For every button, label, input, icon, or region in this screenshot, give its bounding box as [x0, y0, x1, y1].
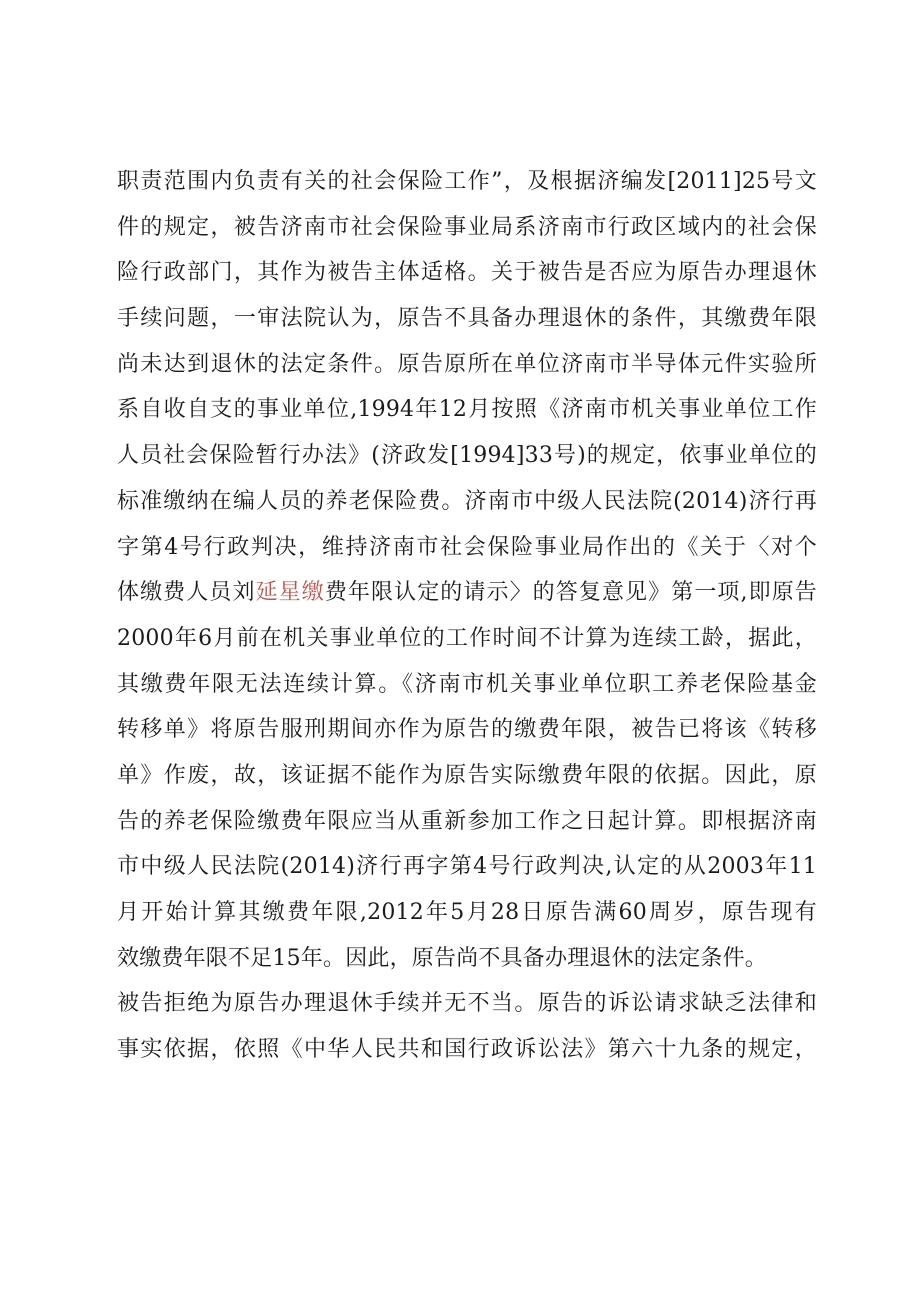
text-line-3: 险行政部门，其作为被告主体适格。关于被告是否应为原告办理退休 — [117, 260, 817, 286]
text-line-15: 告的养老保险缴费年限应当从重新参加工作之日起计算。即根据济南 — [117, 808, 817, 834]
text-line-9: 字第4号行政判决，维持济南市社会保险事业局作出的《关于〈对个 — [117, 534, 817, 560]
text-line-7: 人员社会保险暂行办法》(济政发[1994]33号)的规定，依事业单位的 — [117, 443, 817, 469]
text-line-18: 效缴费年限不足15年。因此，原告尚不具备办理退休的法定条件。 — [117, 945, 767, 971]
text-line-14: 单》作废，故，该证据不能作为原告实际缴费年限的依据。因此，原 — [117, 762, 817, 788]
text-line-11: 2000年6月前在机关事业单位的工作时间不计算为连续工龄，据此， — [117, 625, 817, 651]
text-line-10-before: 体缴费人员刘 — [117, 580, 256, 606]
text-line-19: 被告拒绝为原告办理退休手续并无不当。原告的诉讼请求缺乏法律和 — [117, 991, 817, 1017]
text-line-2: 件的规定，被告济南市社会保险事业局系济南市行政区域内的社会保 — [117, 214, 817, 240]
text-line-16: 市中级人民法院(2014)济行再字第4号行政判决,认定的从2003年11 — [117, 854, 817, 880]
document-body — [117, 159, 817, 1073]
text-line-8: 标准缴纳在编人员的养老保险费。济南市中级人民法院(2014)济行再 — [117, 488, 817, 514]
text-line-1: 职责范围内负责有关的社会保险工作”，及根据济编发[2011]25号文 — [117, 169, 817, 194]
text-line-10 — [117, 570, 817, 616]
text-line-6: 系自收自支的事业单位,1994年12月按照《济南市机关事业单位工作 — [117, 397, 817, 423]
text-line-5: 尚未达到退休的法定条件。原告原所在单位济南市半导体元件实验所 — [117, 351, 817, 377]
text-line-4: 手续问题，一审法院认为，原告不具备办理退休的条件，其缴费年限 — [117, 306, 817, 332]
text-line-17: 月开始计算其缴费年限,2012年5月28日原告满60周岁，原告现有 — [117, 900, 817, 925]
text-line-13: 转移单》将原告服刑期间亦作为原告的缴费年限，被告已将该《转移 — [117, 717, 817, 743]
text-line-12: 其缴费年限无法连续计算。《济南市机关事业单位职工养老保险基金 — [117, 671, 817, 697]
highlighted-name: 延星缴 — [255, 580, 325, 606]
text-line-10-after: 费年限认定的请示〉的答复意见》第一项,即原告 — [324, 580, 817, 606]
text-line-20: 事实依据，依照《中华人民共和国行政诉讼法》第六十九条的规定， — [117, 1037, 817, 1063]
